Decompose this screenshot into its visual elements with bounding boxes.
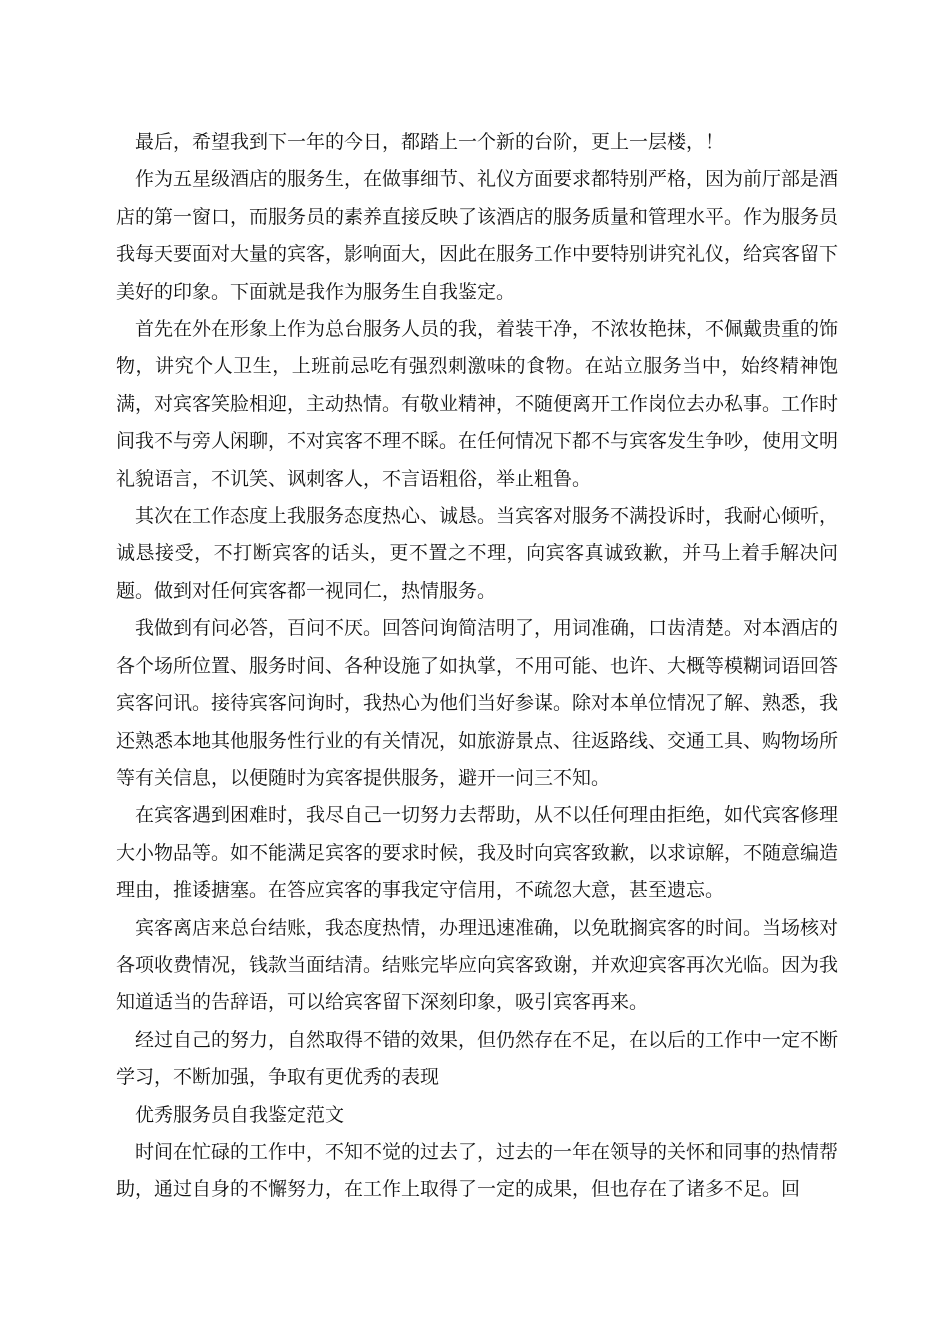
paragraph-inquiries: 我做到有问必答，百问不厌。回答问询简洁明了，用词准确，口齿清楚。对本酒店的各个场所位置、服务时间、各种设施了如执掌，不用可能、也许、大概等模糊词语回答宾客问讯。接待宾客问询时，我热心为他们当好参谋。除对本单位情况了解、熟悉，我还熟悉本地其他服务性行业的有关情况，如旅游景点、往返路线、交通工具、购物场所等有关信息，以便随时为宾客提供服务，避开一问三不知。: [116, 617, 839, 789]
paragraph-closing-wish: 最后，希望我到下一年的今日，都踏上一个新的台阶，更上一层楼，！: [135, 131, 725, 153]
paragraph-attitude: 其次在工作态度上我服务态度热心、诚恳。当宾客对服务不满投诉时，我耐心倾听，诚恳接受，不打断宾客的话头，更不置之不理，向宾客真诚致歉，并马上着手解决问题。做到对任何宾客都一视同仁，热情服务。: [116, 505, 839, 602]
paragraph-conclusion: 经过自己的努力，自然取得不错的效果，但仍然存在不足，在以后的工作中一定不断学习，不断加强，争取有更优秀的表现: [116, 1028, 839, 1089]
paragraph-intro: 作为五星级酒店的服务生，在做事细节、礼仪方面要求都特别严格，因为前厅部是酒店的第一窗口，而服务员的素养直接反映了该酒店的服务质量和管理水平。作为服务员我每天要面对大量的宾客，影响面大，因此在服务工作中要特别讲究礼仪，给宾客留下美好的印象。下面就是我作为服务生自我鉴定。: [116, 168, 839, 303]
section-heading: 优秀服务员自我鉴定范文: [135, 1103, 345, 1126]
paragraph-difficulties: 在宾客遇到困难时，我尽自己一切努力去帮助，从不以任何理由拒绝，如代宾客修理大小物品等。如不能满足宾客的要求时候，我及时向宾客致歉，以求谅解，不随意编造理由，推诿搪塞。在答应宾客的事我定守信用，不疏忽大意，甚至遗忘。: [116, 804, 839, 902]
document-body: [116, 124, 838, 1209]
paragraph-next-section: 时间在忙碌的工作中，不知不觉的过去了，过去的一年在领导的关怀和同事的热情帮助，通过自身的不懈努力，在工作上取得了一定的成果，但也存在了诸多不足。回: [116, 1140, 839, 1201]
paragraph-appearance: 首先在外在形象上作为总台服务人员的我，着装干净，不浓妆艳抹，不佩戴贵重的饰物，讲究个人卫生，上班前忌吃有强烈刺激味的食物。在站立服务当中，始终精神饱满，对宾客笑脸相迎，主动热情。有敬业精神，不随便离开工作岗位去办私事。工作时间我不与旁人闲聊，不对宾客不理不睬。在任何情况下都不与宾客发生争吵，使用文明礼貌语言，不讥笑、讽刺客人，不言语粗俗，举止粗鲁。: [116, 318, 839, 490]
paragraph-checkout: 宾客离店来总台结账，我态度热情，办理迅速准确，以免耽搁宾客的时间。当场核对各项收费情况，钱款当面结清。结账完毕应向宾客致谢，并欢迎宾客再次光临。因为我知道适当的告辞语，可以给宾客留下深刻印象，吸引宾客再来。: [116, 916, 839, 1014]
